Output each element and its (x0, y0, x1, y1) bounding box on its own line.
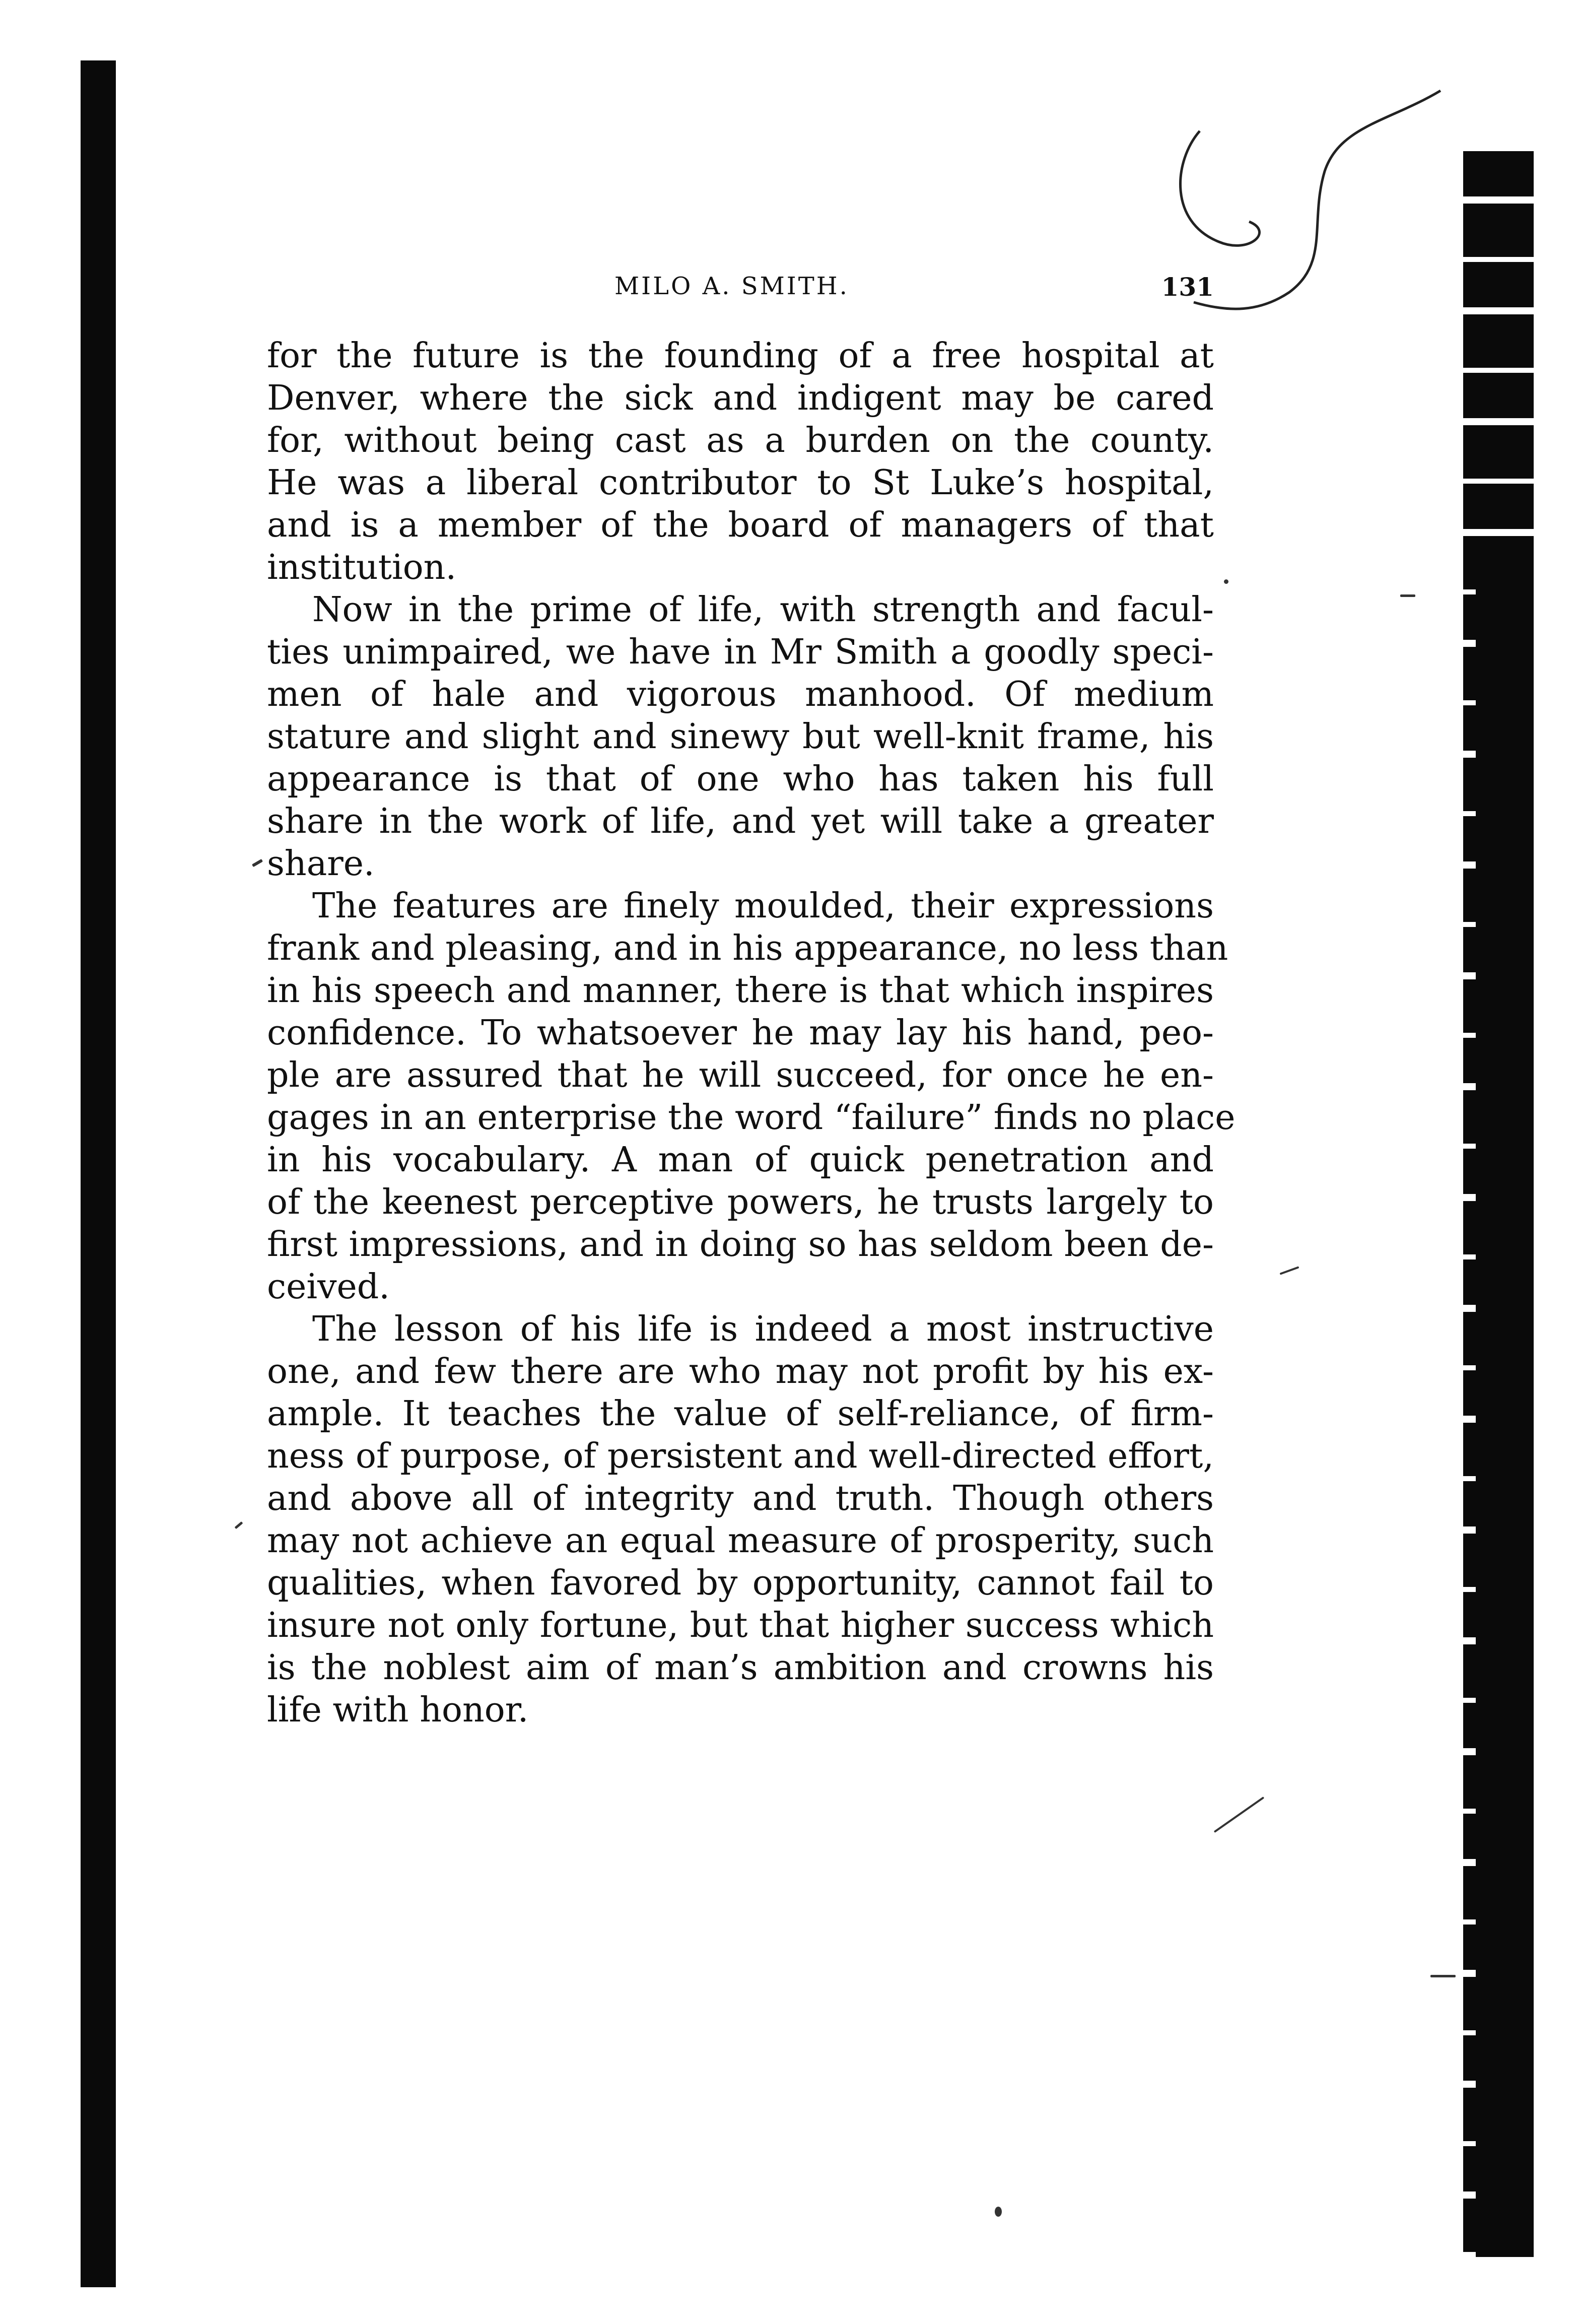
text-line: ple are assured that he will succeed, for once he en- (267, 1055, 1214, 1095)
text-line: for, without being cast as a burden on the county. (267, 421, 1214, 460)
speck (1430, 1975, 1456, 1977)
text-line: Now in the prime of life, with strength and facul- (312, 590, 1214, 630)
text-line: share. (267, 844, 375, 884)
running-head (267, 272, 1214, 312)
text-line: He was a liberal contributor to St Luke’s hospital, (267, 463, 1214, 503)
text-line: one, and few there are who may not profit by his ex- (267, 1352, 1214, 1391)
text-line: confidence. To whatsoever he may lay his hand, peo- (267, 1013, 1214, 1053)
speck (1224, 579, 1228, 584)
text-line: appearance is that of one who has taken his full (267, 759, 1214, 799)
speck (234, 1521, 243, 1529)
text-line: ties unimpaired, we have in Mr Smith a goodly speci- (267, 632, 1214, 672)
paragraph-3 (267, 885, 1236, 1308)
text-line: The lesson of his life is indeed a most instructive (312, 1309, 1214, 1349)
running-title: MILO A. SMITH. (614, 272, 849, 300)
text-line: The features are finely moulded, their expressions (312, 886, 1214, 926)
speck (252, 859, 263, 867)
speck (1214, 1797, 1265, 1833)
text-line: ness of purpose, of persistent and well-directed effort, (267, 1436, 1214, 1476)
text-line: Denver, where the sick and indigent may be cared (267, 378, 1214, 418)
scan-edge-left (81, 60, 116, 2287)
scan-edge-right-solid (1476, 554, 1534, 2257)
paragraph-1 (267, 335, 1214, 589)
text-line: gages in an enterprise the word “failure” finds no place (267, 1098, 1236, 1138)
page-number: 131 (1161, 272, 1214, 302)
speck (1400, 594, 1415, 597)
text-line: share in the work of life, and yet will take a greater (267, 802, 1214, 841)
text-line: for the future is the founding of a free hospital at (267, 336, 1214, 376)
speck (1280, 1266, 1299, 1275)
text-line: first impressions, and in doing so has seldom been de- (267, 1225, 1214, 1265)
text-line: institution. (267, 548, 457, 587)
text-line: is the noblest aim of man’s ambition and crowns his (267, 1648, 1214, 1688)
paragraph-2 (267, 589, 1214, 885)
text-line: and above all of integrity and truth. Though others (267, 1479, 1214, 1518)
text-line: men of hale and vigorous manhood. Of medium (267, 675, 1214, 714)
text-line: and is a member of the board of managers of that (267, 505, 1214, 545)
text-line: stature and slight and sinewy but well-knit frame, his (267, 717, 1214, 757)
text-line: ample. It teaches the value of self-reliance, of firm- (267, 1394, 1214, 1434)
text-line: in his speech and manner, there is that which inspires (267, 971, 1214, 1011)
text-line: qualities, when favored by opportunity, cannot fail to (267, 1563, 1214, 1603)
text-line: frank and pleasing, and in his appearance, no less than (267, 928, 1228, 968)
text-line: life with honor. (267, 1690, 529, 1730)
text-line: may not achieve an equal measure of prosperity, such (267, 1521, 1214, 1561)
speck (995, 2207, 1002, 2217)
body-text (267, 335, 1236, 1732)
text-line: insure not only fortune, but that higher success which (267, 1606, 1214, 1645)
text-line: in his vocabulary. A man of quick penetration and (267, 1140, 1214, 1180)
paragraph-4 (267, 1308, 1214, 1732)
text-line: ceived. (267, 1267, 390, 1307)
text-line: of the keenest perceptive powers, he trusts largely to (267, 1182, 1214, 1222)
